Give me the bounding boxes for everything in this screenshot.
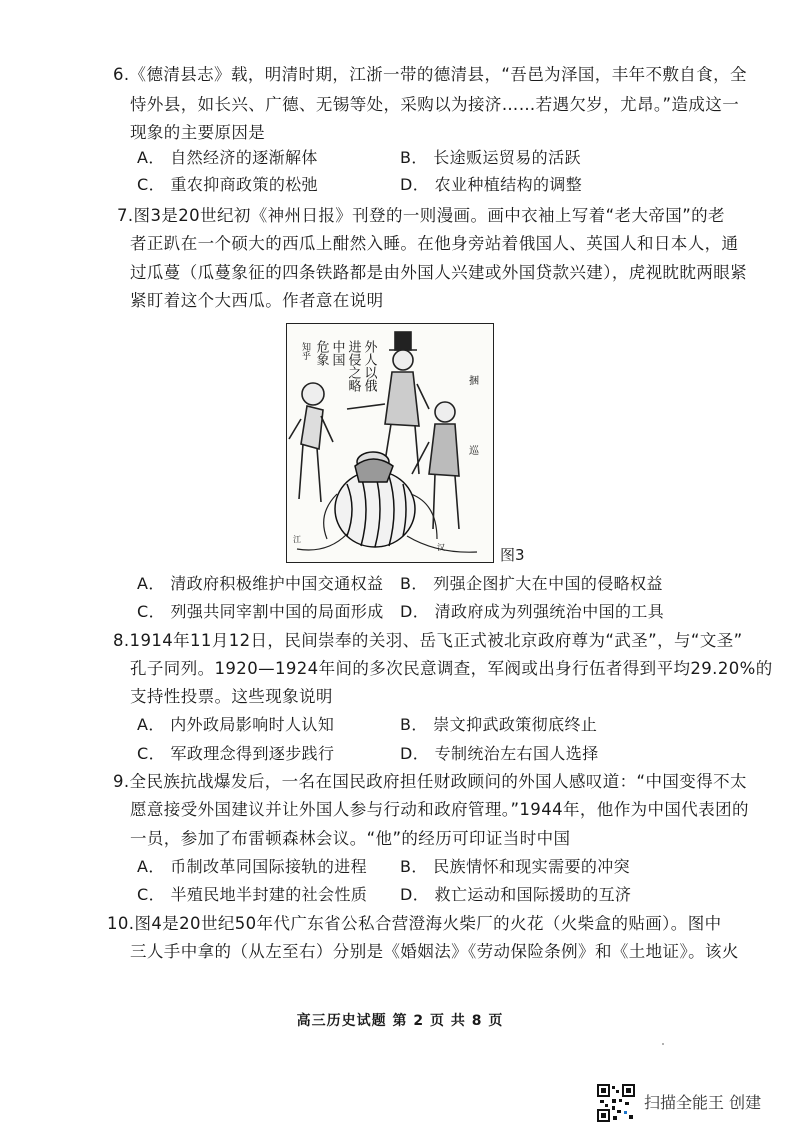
q6-option-a: A． 自然经济的逐渐解体 <box>137 148 318 167</box>
scan-speck <box>662 1043 664 1045</box>
caption-col-1: 外人以俄 <box>361 340 377 392</box>
railway-label-1: 江 <box>293 535 301 544</box>
q7-stem-3: 过瓜蔓（瓜蔓象征的四条铁路都是由外国人兴建或外国贷款兴建），虎视眈眈两眼紧 <box>130 263 748 282</box>
q8-option-a: A． 内外政局影响时人认知 <box>137 715 335 734</box>
railway-label-2: 汉 <box>437 543 445 552</box>
qr-code-icon <box>597 1084 635 1122</box>
page-footer: 高三历史试题 第 2 页 共 8 页 <box>296 1013 504 1029</box>
q10-stem-1: 图4是20世纪50年代广东省公私合营澄海火柴厂的火花（火柴盒的贴画）。图中 <box>134 914 722 933</box>
svg-text:巡: 巡 <box>469 446 479 457</box>
q9-line-1 <box>113 771 747 793</box>
q8-line-1 <box>113 630 743 652</box>
q7-stem-1: 图3是20世纪初《神州日报》刊登的一则漫画。画中衣袖上写着“老大帝国”的老 <box>133 206 725 225</box>
q9-number: 9. <box>113 772 130 791</box>
q6-stem-3: 现象的主要原因是 <box>130 123 266 142</box>
q6-number: 6. <box>113 65 130 84</box>
q7-stem-2: 者正趴在一个硕大的西瓜上酣然入睡。在他身旁站着俄国人、英国人和日本人，通 <box>130 234 739 253</box>
q8-option-d: D． 专制统治左右国人选择 <box>400 744 599 763</box>
q9-stem-2: 愿意接受外国建议并让外国人参与行动和政府管理。”1944年，他作为中国代表团的 <box>130 800 749 819</box>
q7-option-b: B． 列强企图扩大在中国的侵略权益 <box>400 574 663 593</box>
q8-number: 8. <box>113 631 130 650</box>
q7-option-c: C． 列强共同宰割中国的局面形成 <box>137 602 384 621</box>
q8-option-b: B． 崇文抑武政策彻底终止 <box>400 715 598 734</box>
q9-option-c: C． 半殖民地半封建的社会性质 <box>137 885 368 904</box>
caption-col-3: 中国 <box>329 340 345 366</box>
q9-stem-1: 全民族抗战爆发后，一名在国民政府担任财政顾问的外国人感叹道：“中国变得不太 <box>129 772 747 791</box>
q8-stem-1: 1914年11月12日，民间崇奉的关羽、岳飞正式被北京政府尊为“武圣”，与“文圣” <box>129 631 743 650</box>
q10-line-1 <box>107 913 722 935</box>
q10-stem-2: 三人手中拿的（从左至右）分别是《婚姻法》《劳动保险条例》和《土地证》。该火 <box>130 942 739 961</box>
q8-option-c: C． 军政理念得到逐步践行 <box>137 744 335 763</box>
caption-col-5: 知乎 <box>300 342 310 360</box>
q10-number: 10. <box>107 914 135 933</box>
q6-option-b: B． 长途贩运贸易的活跃 <box>400 148 581 167</box>
q6-stem-2: 恃外县，如长兴、广德、无锡等处，采购以为接济……若遇欠岁，尤昂。”造成这一 <box>130 95 740 114</box>
scanner-watermark: 扫描全能王 创建 <box>644 1093 762 1112</box>
q6-line-1 <box>113 64 747 86</box>
sleeping-old-man <box>355 452 393 482</box>
cartoon-drawing <box>287 324 493 562</box>
q8-stem-2: 孔子同列。1920—1924年间的多次民意调查，军阀或出身行伍者得到平均29.20%的 <box>130 659 773 678</box>
q6-option-d: D． 农业种植结构的调整 <box>400 175 583 194</box>
q9-option-b: B． 民族情怀和现实需要的冲突 <box>400 857 631 876</box>
q7-stem-4: 紧盯着这个大西瓜。作者意在说明 <box>130 291 384 310</box>
figure-3-cartoon <box>286 323 494 563</box>
caption-col-2: 进侵之略 <box>345 340 361 392</box>
q7-option-d: D． 清政府成为列强统治中国的工具 <box>400 602 665 621</box>
q8-stem-3: 支持性投票。这些现象说明 <box>130 687 333 706</box>
q9-option-a: A． 币制改革同国际接轨的进程 <box>137 857 368 876</box>
q9-option-d: D． 救亡运动和国际援助的互济 <box>400 885 632 904</box>
figure-left-person <box>289 383 333 502</box>
caption-col-4: 危象 <box>313 340 329 366</box>
svg-text:捆: 捆 <box>469 376 479 387</box>
q9-stem-3: 一员，参加了布雷顿森林会议。“他”的经历可印证当时中国 <box>130 829 571 848</box>
figure-right-person <box>412 374 480 529</box>
q6-option-c: C． 重农抑商政策的松弛 <box>137 175 319 194</box>
figure-3-label: 图3 <box>500 546 525 564</box>
q7-line-1 <box>117 205 725 227</box>
q7-option-a: A． 清政府积极维护中国交通权益 <box>137 574 384 593</box>
q6-stem-1: 《德清县志》载，明清时期，江浙一带的德清县，“吾邑为泽国，丰年不敷自食，全 <box>129 65 747 84</box>
q7-number: 7. <box>117 206 134 225</box>
